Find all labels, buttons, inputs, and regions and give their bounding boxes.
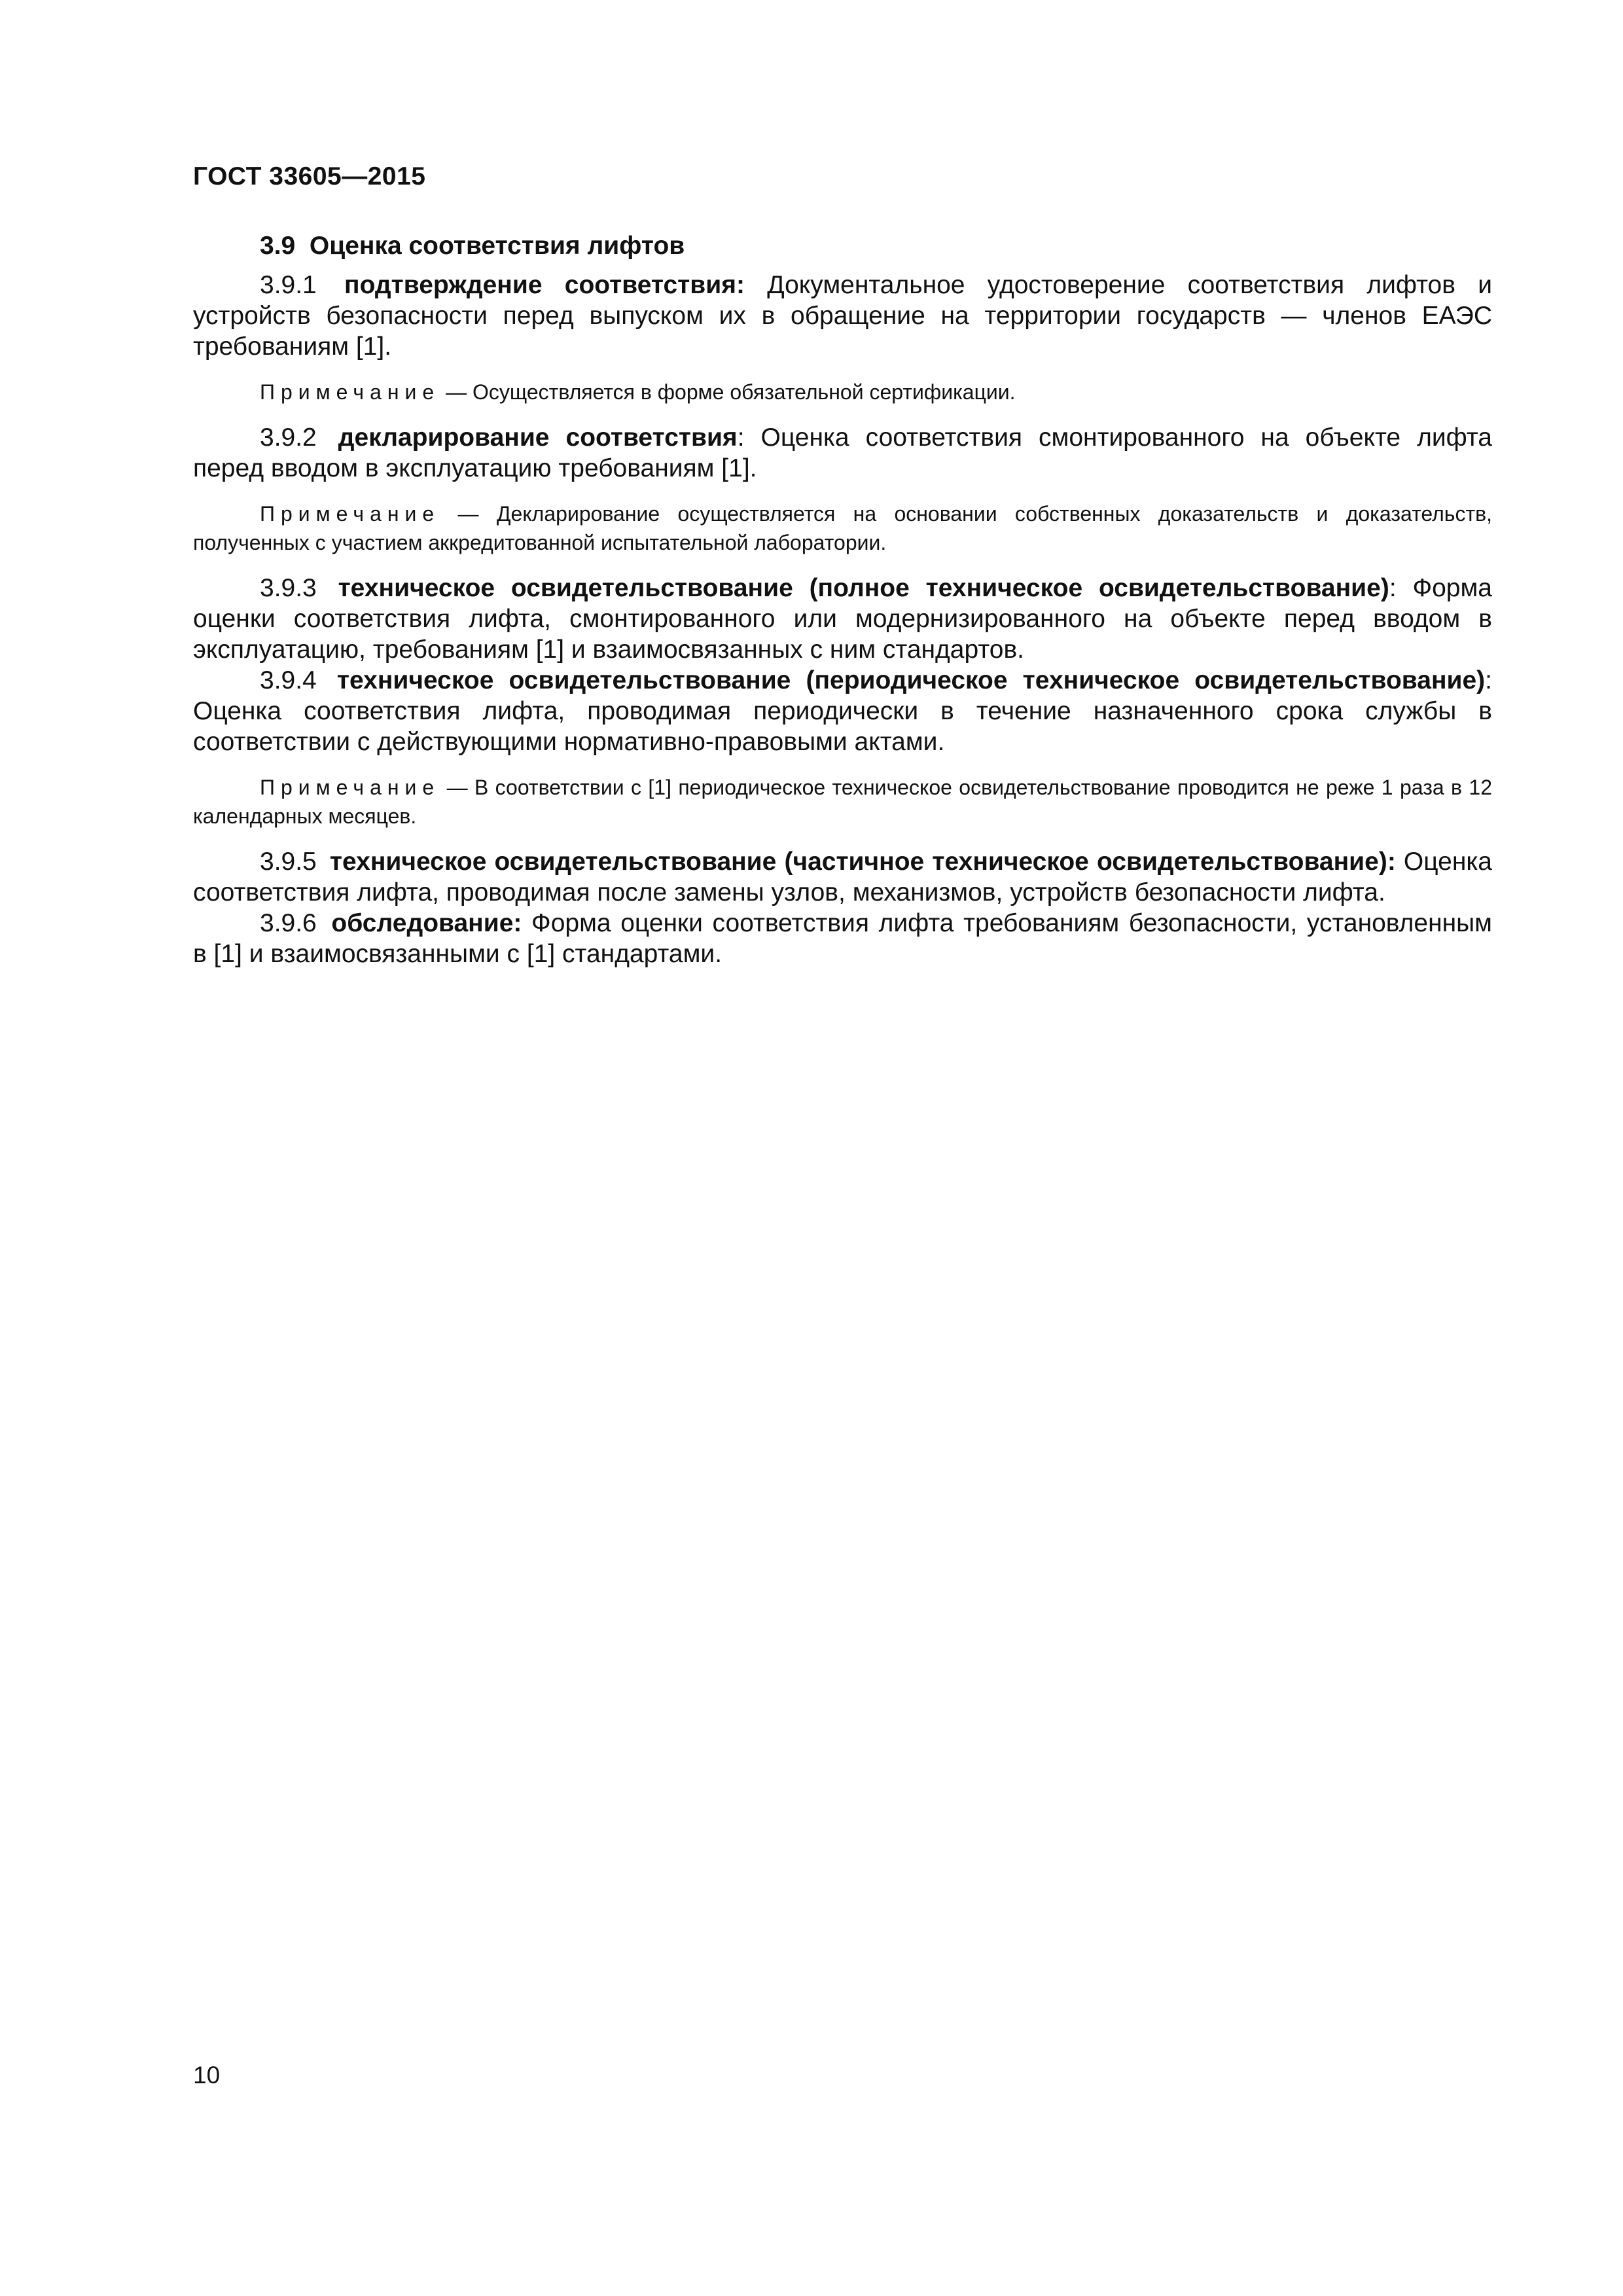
item-definition: : Форма оценки соответствия лифта, смонтированного или модернизированного на объекте перед вводом в эксплуатацию, требованиям [1] и взаимосвязанных с ним стандартов. <box>193 574 1492 664</box>
item-term: подтверждение соответствия: <box>344 271 745 299</box>
item-term: техническое освидетельствование (полное техническое освидетельствование) <box>338 574 1389 602</box>
definition-3-9-3 <box>193 573 1492 665</box>
document-body <box>193 230 1492 969</box>
document-header: ГОСТ 33605—2015 <box>193 162 426 190</box>
note-text: — Декларирование осуществляется на основании собственных доказательств и доказательств, полученных с участием аккредитованной испытательной лаборатории. <box>193 502 1492 554</box>
item-term: техническое освидетельствование (периодическое техническое освидетельствование) <box>336 666 1486 694</box>
item-definition: Оценка соответствия лифта, проводимая после замены узлов, механизмов, устройств безопасности лифта. <box>193 848 1492 906</box>
item-number: 3.9.5 <box>260 848 317 876</box>
item-term: обследование: <box>331 909 522 937</box>
item-term: декларирование соответствия <box>338 423 738 452</box>
item-number: 3.9.2 <box>260 423 317 452</box>
note-text: — Осуществляется в форме обязательной сертификации. <box>440 380 1016 404</box>
definition-3-9-5 <box>193 846 1492 908</box>
note-1 <box>193 378 1492 406</box>
item-term: техническое освидетельствование (частичное техническое освидетельствование): <box>329 848 1396 876</box>
section-heading <box>193 230 1492 262</box>
definition-3-9-1 <box>193 270 1492 362</box>
item-definition: Документальное удостоверение соответствия лифтов и устройств безопасности перед выпуском их в обращение на территории государств — членов ЕАЭС требованиям [1]. <box>193 271 1492 361</box>
note-label: Примечание <box>260 776 440 799</box>
note-label: Примечание <box>260 380 440 404</box>
section-number: 3.9 <box>260 232 296 260</box>
item-number: 3.9.6 <box>260 909 317 937</box>
item-number: 3.9.4 <box>260 666 317 694</box>
definition-3-9-2 <box>193 422 1492 484</box>
note-label: Примечание <box>260 502 440 526</box>
item-definition: : Оценка соответствия лифта, проводимая периодически в течение назначенного срока службы в соответствии с действующими нормативно-правовыми актами. <box>193 666 1492 756</box>
page-number: 10 <box>193 2062 221 2089</box>
item-definition: Форма оценки соответствия лифта требованиям безопасности, установленным в [1] и взаимосвязанными с [1] стандартами. <box>193 909 1492 968</box>
note-3 <box>193 773 1492 831</box>
definition-3-9-4 <box>193 665 1492 757</box>
item-definition: : Оценка соответствия смонтированного на объекте лифта перед вводом в эксплуатацию требованиям [1]. <box>193 423 1492 482</box>
item-number: 3.9.1 <box>260 271 317 299</box>
note-text: — В соответствии с [1] периодическое техническое освидетельствование проводится не реже 1 раза в 12 календарных месяцев. <box>193 776 1492 828</box>
note-2 <box>193 499 1492 557</box>
item-number: 3.9.3 <box>260 574 317 602</box>
definition-3-9-6 <box>193 908 1492 969</box>
section-title: Оценка соответствия лифтов <box>309 232 685 260</box>
